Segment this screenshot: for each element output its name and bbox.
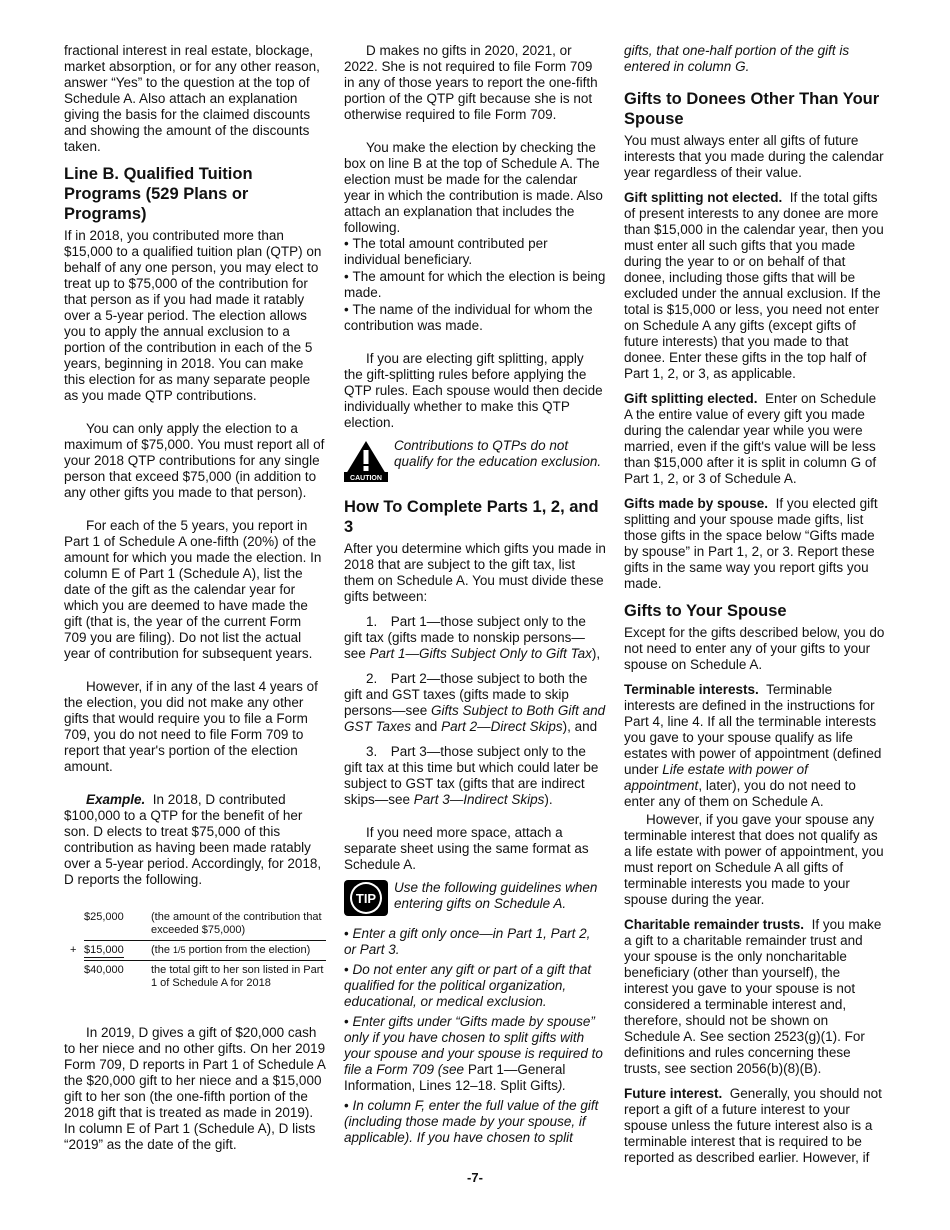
calc-fraction: 1/5 — [173, 945, 186, 955]
column-2 — [344, 43, 606, 1150]
caution-label: CAUTION — [350, 475, 382, 482]
calc-amount-3: $40,000 — [84, 964, 124, 976]
list-item: • The amount for which the election is being made. — [344, 269, 606, 301]
paragraph-spouse: Except for the gifts described below, you do not need to enter any of your gifts to your spouse on Schedule A. — [624, 625, 885, 672]
tip-icon — [344, 880, 388, 920]
paragraph-line-b-1: If in 2018, you contributed more than $15,000 to a qualified tuition plan (QTP) on behalf of any one person, you may elect to treat up to $75,000 of the contribution for that person as if you had made it ratably over a 5-year period. The election allows you to apply the annual exclusion to a portion of the contribution in each of the 5 years, beginning in 2018. You can make this election for as many separate people as you made QTP contributions. — [64, 228, 322, 403]
list-item: • The name of the individual for whom the contribution was made. — [344, 302, 606, 334]
calc-row-1 — [64, 908, 326, 940]
calc-plus-sign: + — [70, 944, 77, 956]
paragraph-part-2: 2. Part 2—those subject to both the gift and GST taxes (gifts made to skip persons—see Gifts Subject to Both Gift and GST Taxes and Part 2—Direct Skips), and — [344, 671, 606, 734]
paragraph-2019: In 2019, D gives a gift of $20,000 cash to her niece and no other gifts. On her 2019 Form 709, D reports in Part 1 of Schedule A the $20,000 gift to her niece and a $15,000 gift to her son (the one-fifth portion of the 2018 gift that is treated as made in 2019). In column E of Part 1 (Schedule A), D lists “2019” as the date of the gift. — [64, 1025, 326, 1152]
list-item: • The total amount contributed per individual beneficiary. — [344, 236, 606, 268]
guideline-item: • Enter a gift only once—in Part 1, Part 2, or Part 3. — [344, 926, 606, 958]
paragraph-example — [64, 792, 326, 888]
paragraph-future: Future interest. Generally, you should not report a gift of a future interest to your spouse unless the future interest also is a terminable interest that is required to be reported as described earlier. However, if — [624, 1086, 882, 1165]
paragraph-terminable: Terminable interests. Terminable interests are defined in the instructions for Part 4, line 4. If all the terminable interests you gave to your spouse qualify as life estates with power of appointment (defined under Life estate with power of appointment, later), you do not need to enter any of them on Schedule A. — [624, 682, 882, 809]
paragraph-elected: Gift splitting elected. Enter on Schedule A the entire value of every gift you made during the calendar year while you were married, even if the gift's value will be less than $15,000 after it is split in column G of Part 1, 2, or 3 of Schedule A. — [624, 391, 877, 486]
paragraph-d-2020: D makes no gifts in 2020, 2021, or 2022. She is not required to file Form 709 in any of those years to report the one-fifth portion of the QTP gift because she is not otherwise required to file Form 709. — [344, 43, 598, 122]
calc-desc-3: the total gift to her son listed in Part 1 of Schedule A for 2018 — [151, 964, 324, 989]
tip-text: Use the following guidelines when entering gifts on Schedule A. — [394, 880, 598, 911]
calc-row-2 — [64, 941, 326, 960]
paragraph-line-b-2: You can only apply the election to a maximum of $75,000. You must report all of your 2018 QTP contributions for any single person that exceed $75,000 (in addition to any other gifts you made to that person). — [64, 421, 325, 500]
heading-line-b: Line B. Qualified Tuition Programs (529 Plans or Programs) — [64, 165, 253, 223]
column-1 — [64, 43, 326, 1162]
paragraph-parts-intro: After you determine which gifts you made in 2018 that are subject to the gift tax, list them on Schedule A. You must divide these gifts between: — [344, 541, 606, 604]
calc-row-3 — [64, 961, 326, 993]
paragraph-continued: gifts, that one-half portion of the gift is entered in column G. — [624, 43, 850, 74]
paragraph-not-elected: Gift splitting not elected. If the total gifts of present interests to any donee are more than $15,000 in the calendar year, then you must enter all such gifts that you made during the year to or on behalf of that donee, including those gifts that will be excluded under the annual exclusion. If the total is $15,000 or less, you need not enter on Schedule A any gifts (except gifts of future interests) that you made to that donee. Enter these gifts in the top half of Part 1, 2, or 3, as applicable. — [624, 190, 884, 381]
page-number: -7- — [467, 1170, 483, 1185]
guideline-item: • Enter gifts under “Gifts made by spouse” only if you have chosen to split gifts with your spouse and your spouse is required to file a Form 709 (see Part 1—General Information, Lines 12–18. Split Gifts). — [344, 1014, 606, 1094]
paragraph-part-3: 3. Part 3—those subject only to the gift tax at this time but which could later be subject to GST tax (gifts that are indirect skips—see Part 3—Indirect Skips). — [344, 744, 599, 807]
calc-desc-1: (the amount of the contribution that exceeded $75,000) — [151, 911, 322, 936]
calc-amount-2: $15,000 — [84, 944, 124, 956]
paragraph-election: You make the election by checking the box on line B at the top of Schedule A. The election must be made for the calendar year in which the contribution is made. Also attach an explanation that includes the following. — [344, 140, 603, 235]
calc-desc-2: (the 1/5 portion from the election) — [151, 944, 311, 956]
paragraph-donees: You must always enter all gifts of future interests that you made during the calendar year regardless of their value. — [624, 133, 884, 180]
paragraph-charitable: Charitable remainder trusts. If you make a gift to a charitable remainder trust and your spouse is the only noncharitable beneficiary (other than yourself), the interest you gave to your spouse is not considered a terminable interest and, therefore, should not be shown on Schedule A. See section 2523(g)(1). For definitions and rules concerning these trusts, see section 2056(b)(8)(B). — [624, 917, 882, 1076]
example-label: Example. — [86, 792, 146, 807]
column-3 — [624, 43, 886, 1175]
heading-gifts-to-donees: Gifts to Donees Other Than Your Spouse — [624, 90, 880, 128]
caution-icon — [344, 438, 388, 486]
tip-label: TIP — [355, 891, 377, 906]
tip-note — [344, 880, 606, 920]
caution-note — [344, 438, 606, 486]
heading-gifts-to-spouse: Gifts to Your Spouse — [624, 602, 787, 620]
paragraph-line-b-4: However, if in any of the last 4 years of the election, you did not make any other gifts that would require you to file a Form 709, you do not need to file Form 709 to report that year's portion of the election amount. — [64, 679, 318, 774]
heading-how-to-complete: How To Complete Parts 1, 2, and 3 — [344, 498, 599, 536]
paragraph-line-b-3: For each of the 5 years, you report in Part 1 of Schedule A one-fifth (20%) of the amount for which you made the election. In column E of Part 1 (Schedule A), list the date of the gift as the calendar year for which you are deemed to have made the gift (that is, the year of the current Form 709 you are filing). Do not list the actual year of contribution for subsequent years. — [64, 518, 322, 661]
guideline-item: • Do not enter any gift or part of a gift that qualified for the political organization, educational, or medical exclusion. — [344, 962, 606, 1010]
example-calculation — [64, 908, 326, 993]
paragraph-splitting: If you are electing gift splitting, apply the gift-splitting rules before applying the QTP rules. Each spouse would then decide individually whether to make this QTP election. — [344, 351, 603, 430]
paragraph-by-spouse: Gifts made by spouse. If you elected gift splitting and your spouse made gifts, list those gifts in the space below “Gifts made by spouse” in Part 1, 2, or 3. Report these gifts in the same way you report gifts you made. — [624, 496, 878, 591]
caution-text: Contributions to QTPs do not qualify for the education exclusion. — [394, 438, 602, 469]
paragraph-part-1: 1. Part 1—those subject only to the gift tax (gifts made to nonskip persons—see Part 1—Gifts Subject Only to Gift Tax), — [344, 614, 601, 661]
guideline-item: • In column F, enter the full value of the gift (including those made by your spouse, if applicable). If you have chosen to split — [344, 1098, 606, 1146]
example-text: In 2018, D contributed $100,000 to a QTP for the benefit of her son. D elects to treat $75,000 of this contribution as having been made ratably over a 5-year period. Accordingly, for 2018, D reports the following. — [64, 792, 322, 887]
paragraph-more-space: If you need more space, attach a separate sheet using the same format as Schedule A. — [344, 825, 589, 872]
paragraph-intro: fractional interest in real estate, blockage, market absorption, or for any other reason, answer “Yes” to the question at the top of Schedule A. Also attach an explanation giving the basis for the claimed discounts and showing the amount of the discounts taken. — [64, 43, 320, 154]
calc-amount-1: $25,000 — [84, 911, 124, 923]
paragraph-however: However, if you gave your spouse any terminable interest that does not qualify as a life estate with power of appointment, you must report on Schedule A all gifts of terminable interests you made to your spouse during the year. — [624, 812, 884, 907]
